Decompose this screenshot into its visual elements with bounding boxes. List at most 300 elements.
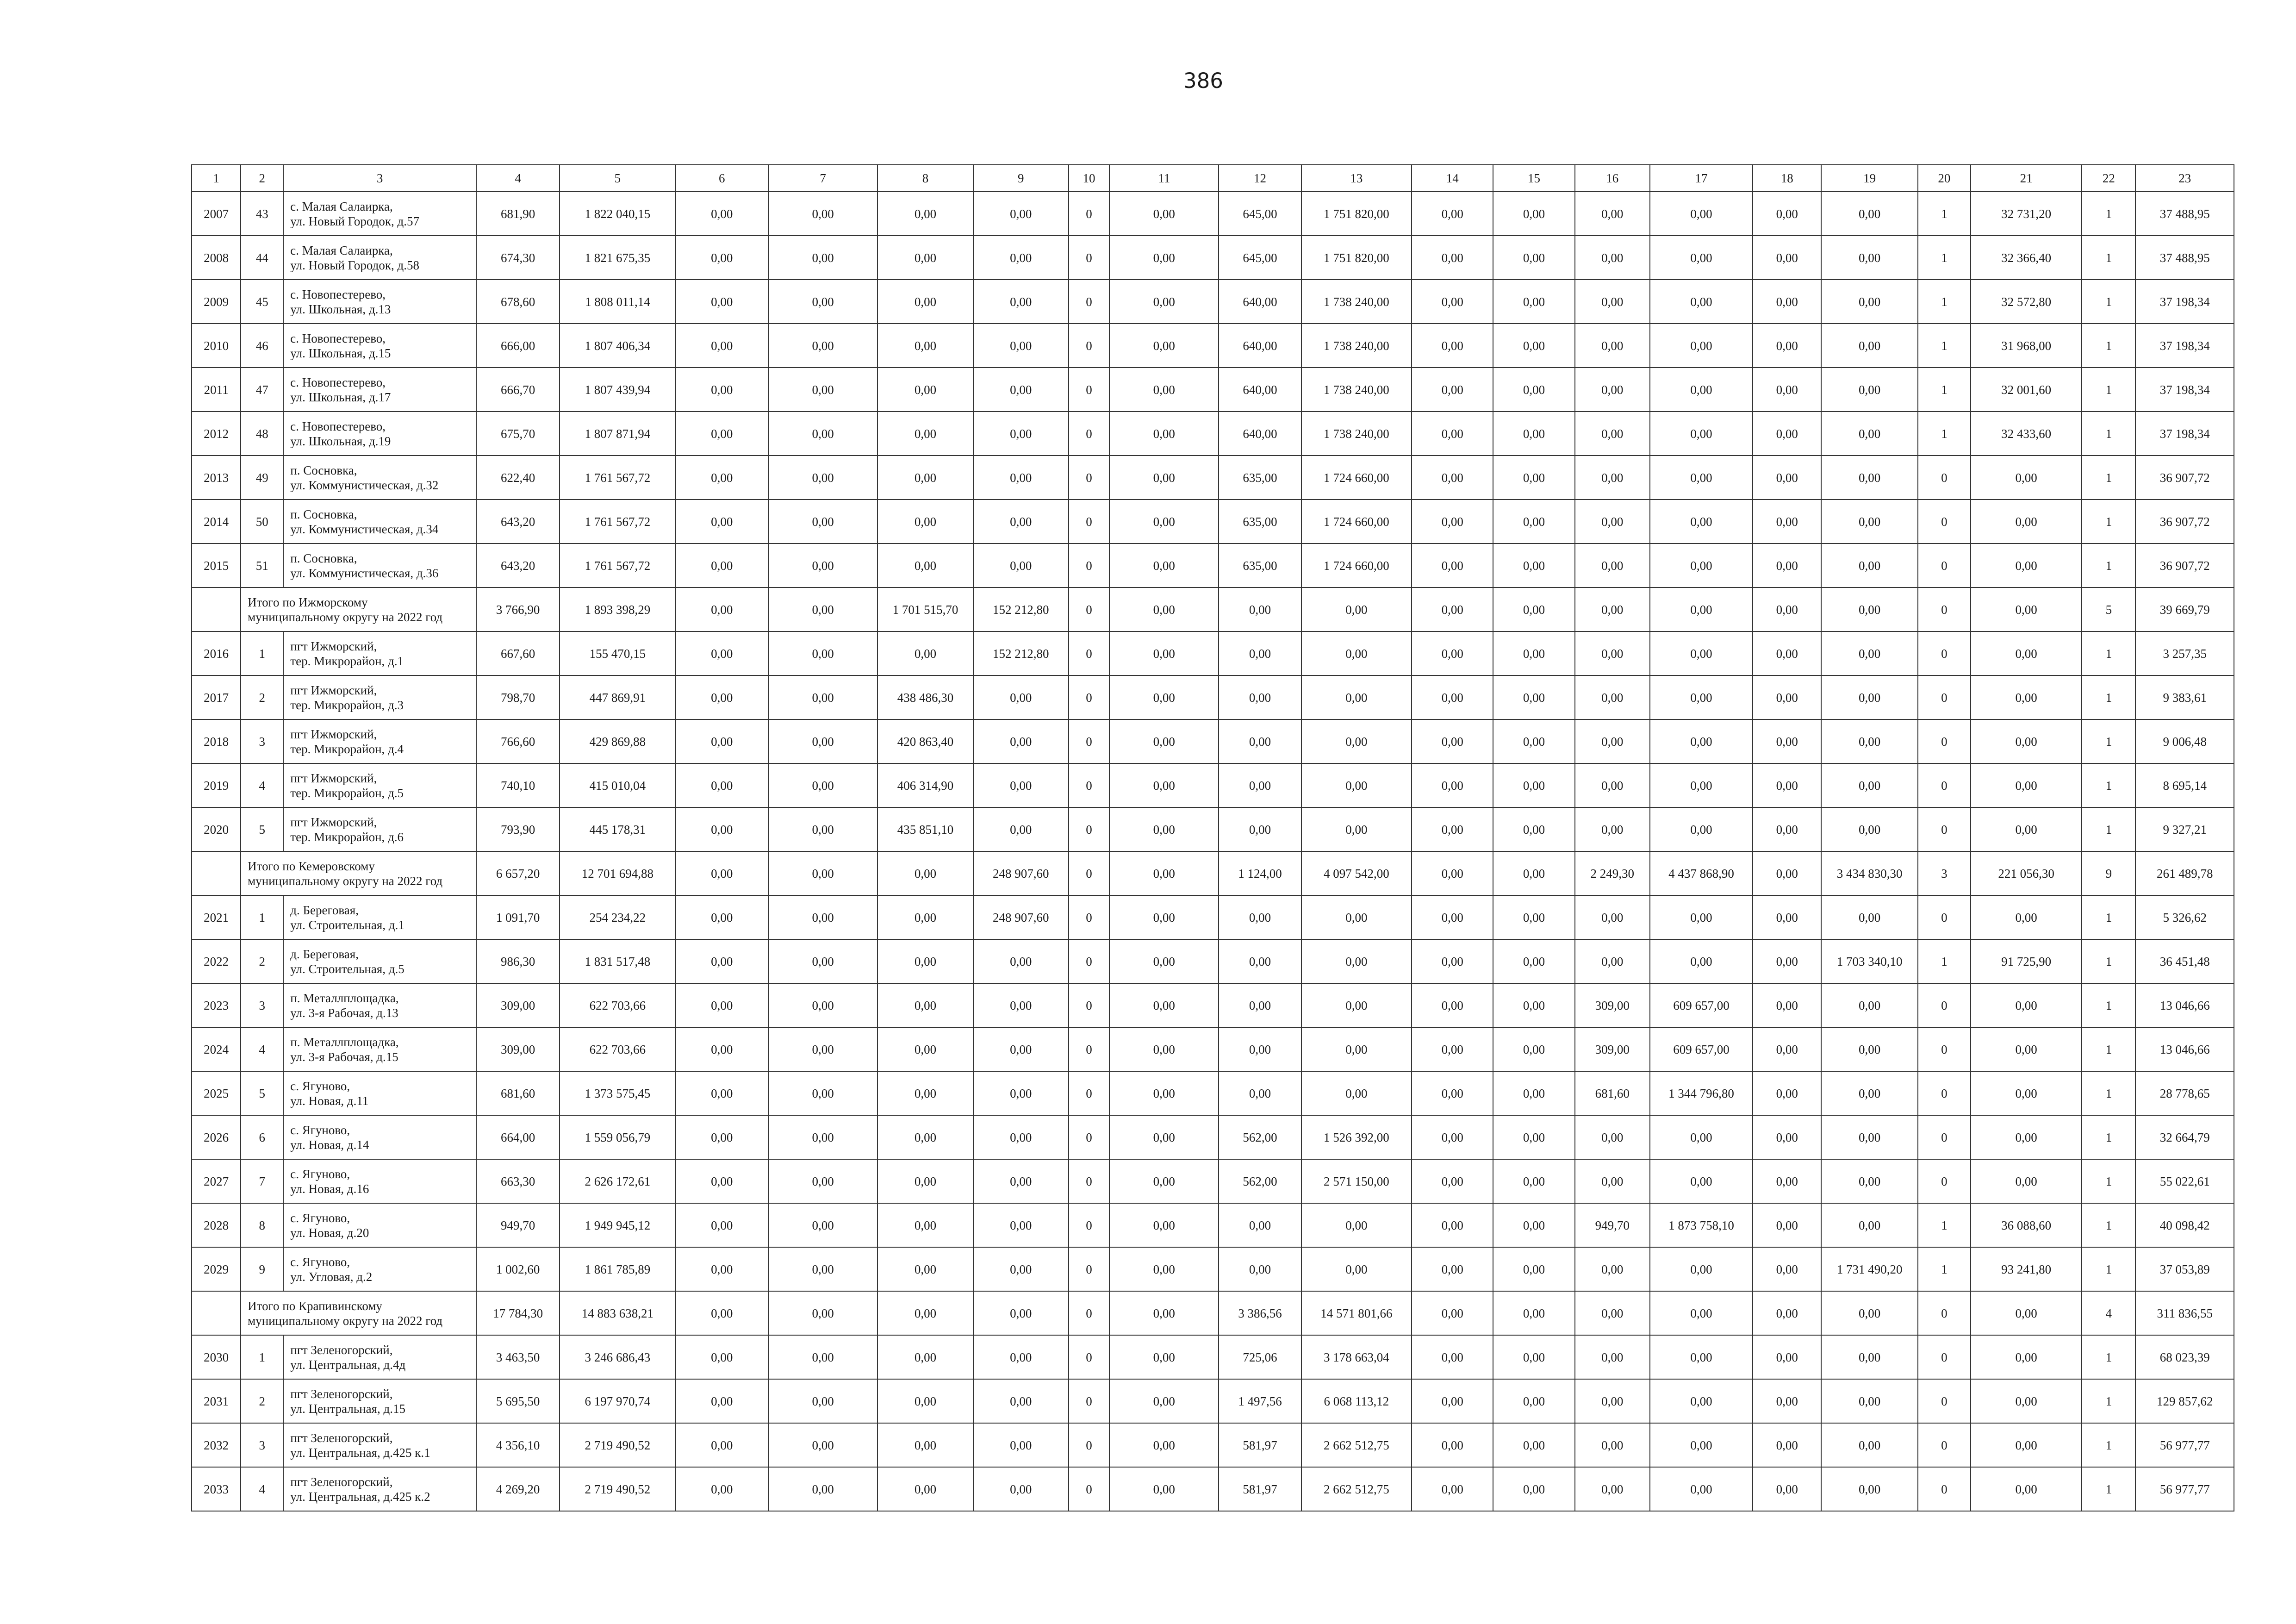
table-row bbox=[192, 1027, 2234, 1071]
value-cell: 0 bbox=[1069, 1379, 1109, 1423]
index-cell: 2 bbox=[241, 675, 283, 719]
value-cell: 0,00 bbox=[1109, 675, 1219, 719]
value-cell: 0,00 bbox=[1412, 1423, 1493, 1467]
value-cell: 0,00 bbox=[768, 763, 877, 807]
value-cell: 0 bbox=[1069, 1335, 1109, 1379]
value-cell: 0,00 bbox=[973, 719, 1069, 763]
value-cell: 0,00 bbox=[1301, 675, 1412, 719]
total-label-cell bbox=[241, 587, 476, 631]
value-cell: 622 703,66 bbox=[560, 1027, 675, 1071]
value-cell: 0,00 bbox=[1971, 1115, 2082, 1159]
value-cell: 0,00 bbox=[768, 587, 877, 631]
value-cell: 4 097 542,00 bbox=[1301, 851, 1412, 895]
value-cell: 37 488,95 bbox=[2135, 192, 2234, 236]
value-cell: 1 bbox=[2082, 1467, 2135, 1511]
value-cell: 0,00 bbox=[1109, 1379, 1219, 1423]
value-cell: 3 463,50 bbox=[476, 1335, 560, 1379]
value-cell: 622,40 bbox=[476, 456, 560, 500]
value-cell: 0,00 bbox=[1575, 324, 1650, 368]
column-header: 1 bbox=[192, 165, 241, 192]
value-cell: 12 701 694,88 bbox=[560, 851, 675, 895]
value-cell: 0,00 bbox=[1821, 1071, 1917, 1115]
value-cell: 0,00 bbox=[877, 1423, 973, 1467]
value-cell: 9 327,21 bbox=[2135, 807, 2234, 851]
value-cell: 0 bbox=[1069, 675, 1109, 719]
value-cell: 0,00 bbox=[1821, 192, 1917, 236]
address-line: пгт Зеленогорский, bbox=[290, 1343, 393, 1357]
value-cell: 9 383,61 bbox=[2135, 675, 2234, 719]
value-cell: 1 751 820,00 bbox=[1301, 192, 1412, 236]
value-cell: 0,00 bbox=[676, 236, 768, 280]
value-cell: 0,00 bbox=[1971, 1291, 2082, 1335]
value-cell: 1 bbox=[1918, 1247, 1971, 1291]
register-table bbox=[191, 164, 2234, 1512]
column-header: 13 bbox=[1301, 165, 1412, 192]
address-line: с. Новопестерево, bbox=[290, 287, 386, 301]
value-cell: 0,00 bbox=[1412, 1203, 1493, 1247]
value-cell: 0,00 bbox=[1493, 500, 1574, 543]
value-cell: 0,00 bbox=[1821, 1027, 1917, 1071]
value-cell: 0,00 bbox=[1412, 543, 1493, 587]
value-cell: 0,00 bbox=[1650, 1467, 1753, 1511]
value-cell: 0 bbox=[1918, 1423, 1971, 1467]
address-line: пгт Ижморский, bbox=[290, 727, 377, 741]
address-line: пгт Ижморский, bbox=[290, 771, 377, 785]
record-number-cell: 2018 bbox=[192, 719, 241, 763]
table-row bbox=[192, 1335, 2234, 1379]
address-cell bbox=[283, 543, 476, 587]
value-cell: 4 356,10 bbox=[476, 1423, 560, 1467]
record-number-cell: 2009 bbox=[192, 280, 241, 324]
value-cell: 0,00 bbox=[1493, 236, 1574, 280]
record-number-cell: 2017 bbox=[192, 675, 241, 719]
value-cell: 36 907,72 bbox=[2135, 543, 2234, 587]
value-cell: 0,00 bbox=[1821, 631, 1917, 675]
value-cell: 675,70 bbox=[476, 412, 560, 456]
value-cell: 0,00 bbox=[973, 500, 1069, 543]
value-cell: 1 497,56 bbox=[1219, 1379, 1301, 1423]
value-cell: 1 807 871,94 bbox=[560, 412, 675, 456]
value-cell: 36 907,72 bbox=[2135, 456, 2234, 500]
table-row bbox=[192, 236, 2234, 280]
value-cell: 0,00 bbox=[1219, 675, 1301, 719]
value-cell: 0,00 bbox=[1650, 807, 1753, 851]
value-cell: 6 657,20 bbox=[476, 851, 560, 895]
value-cell: 581,97 bbox=[1219, 1423, 1301, 1467]
value-cell: 0,00 bbox=[676, 192, 768, 236]
value-cell: 0,00 bbox=[1412, 1467, 1493, 1511]
value-cell: 666,00 bbox=[476, 324, 560, 368]
value-cell: 0,00 bbox=[1301, 587, 1412, 631]
address-cell bbox=[283, 192, 476, 236]
value-cell: 0,00 bbox=[1301, 939, 1412, 983]
value-cell: 129 857,62 bbox=[2135, 1379, 2234, 1423]
address-cell bbox=[283, 1159, 476, 1203]
value-cell: 766,60 bbox=[476, 719, 560, 763]
value-cell: 0,00 bbox=[1650, 631, 1753, 675]
value-cell: 0,00 bbox=[1301, 807, 1412, 851]
value-cell: 0,00 bbox=[1109, 1159, 1219, 1203]
column-header: 15 bbox=[1493, 165, 1574, 192]
value-cell: 0,00 bbox=[877, 1071, 973, 1115]
address-line: ул. Новая, д.11 bbox=[290, 1093, 369, 1108]
table-row bbox=[192, 500, 2234, 543]
value-cell: 0,00 bbox=[1753, 1247, 1821, 1291]
value-cell: 1 bbox=[2082, 1247, 2135, 1291]
value-cell: 0,00 bbox=[1219, 807, 1301, 851]
value-cell: 37 198,34 bbox=[2135, 368, 2234, 412]
value-cell: 28 778,65 bbox=[2135, 1071, 2234, 1115]
value-cell: 0,00 bbox=[1412, 719, 1493, 763]
value-cell: 0,00 bbox=[1753, 1115, 1821, 1159]
index-cell: 5 bbox=[241, 807, 283, 851]
value-cell: 635,00 bbox=[1219, 500, 1301, 543]
value-cell: 0,00 bbox=[676, 1159, 768, 1203]
value-cell: 0 bbox=[1918, 1379, 1971, 1423]
value-cell: 0,00 bbox=[1301, 983, 1412, 1027]
value-cell: 420 863,40 bbox=[877, 719, 973, 763]
address-line: п. Металлплощадка, bbox=[290, 991, 399, 1005]
value-cell: 1 bbox=[2082, 631, 2135, 675]
value-cell: 1 bbox=[1918, 368, 1971, 412]
value-cell: 0,00 bbox=[973, 1335, 1069, 1379]
value-cell: 0 bbox=[1918, 983, 1971, 1027]
value-cell: 0,00 bbox=[676, 807, 768, 851]
value-cell: 0,00 bbox=[877, 1027, 973, 1071]
value-cell: 0,00 bbox=[973, 543, 1069, 587]
column-header: 3 bbox=[283, 165, 476, 192]
address-line: ул. Школьная, д.15 bbox=[290, 346, 391, 360]
value-cell: 4 437 868,90 bbox=[1650, 851, 1753, 895]
value-cell: 0 bbox=[1069, 851, 1109, 895]
value-cell: 254 234,22 bbox=[560, 895, 675, 939]
address-cell bbox=[283, 1335, 476, 1379]
value-cell: 1 bbox=[2082, 763, 2135, 807]
value-cell: 1 bbox=[2082, 1115, 2135, 1159]
value-cell: 0,00 bbox=[1753, 500, 1821, 543]
value-cell: 0,00 bbox=[1650, 1291, 1753, 1335]
address-line: ул. Центральная, д.425 к.2 bbox=[290, 1489, 430, 1504]
value-cell: 0,00 bbox=[768, 1115, 877, 1159]
value-cell: 986,30 bbox=[476, 939, 560, 983]
value-cell: 0,00 bbox=[1219, 939, 1301, 983]
address-cell bbox=[283, 324, 476, 368]
value-cell: 1 bbox=[1918, 1203, 1971, 1247]
value-cell: 0,00 bbox=[1412, 1115, 1493, 1159]
value-cell: 0,00 bbox=[768, 236, 877, 280]
value-cell: 0,00 bbox=[1821, 895, 1917, 939]
value-cell: 622 703,66 bbox=[560, 983, 675, 1027]
value-cell: 0,00 bbox=[1412, 500, 1493, 543]
column-header: 10 bbox=[1069, 165, 1109, 192]
value-cell: 0,00 bbox=[676, 500, 768, 543]
value-cell: 1 bbox=[2082, 500, 2135, 543]
value-cell: 1 344 796,80 bbox=[1650, 1071, 1753, 1115]
value-cell: 0,00 bbox=[1650, 1115, 1753, 1159]
value-cell: 0,00 bbox=[1301, 1071, 1412, 1115]
value-cell: 0,00 bbox=[973, 1159, 1069, 1203]
index-cell: 4 bbox=[241, 1467, 283, 1511]
value-cell: 0,00 bbox=[768, 1467, 877, 1511]
table-row bbox=[192, 280, 2234, 324]
value-cell: 248 907,60 bbox=[973, 895, 1069, 939]
value-cell: 0,00 bbox=[676, 1291, 768, 1335]
value-cell: 0,00 bbox=[1753, 763, 1821, 807]
value-cell: 0,00 bbox=[1301, 1027, 1412, 1071]
table-row bbox=[192, 939, 2234, 983]
value-cell: 8 695,14 bbox=[2135, 763, 2234, 807]
value-cell: 0,00 bbox=[877, 1467, 973, 1511]
value-cell: 0,00 bbox=[973, 939, 1069, 983]
value-cell: 6 068 113,12 bbox=[1301, 1379, 1412, 1423]
value-cell: 9 bbox=[2082, 851, 2135, 895]
value-cell: 0,00 bbox=[676, 983, 768, 1027]
address-line: пгт Зеленогорский, bbox=[290, 1430, 393, 1445]
value-cell: 438 486,30 bbox=[877, 675, 973, 719]
value-cell: 0 bbox=[1918, 675, 1971, 719]
value-cell: 674,30 bbox=[476, 236, 560, 280]
value-cell: 0,00 bbox=[1493, 1423, 1574, 1467]
value-cell: 3 257,35 bbox=[2135, 631, 2234, 675]
value-cell: 93 241,80 bbox=[1971, 1247, 2082, 1291]
column-header: 2 bbox=[241, 165, 283, 192]
column-header: 16 bbox=[1575, 165, 1650, 192]
value-cell: 0,00 bbox=[676, 675, 768, 719]
value-cell: 0,00 bbox=[877, 1291, 973, 1335]
value-cell: 3 246 686,43 bbox=[560, 1335, 675, 1379]
value-cell: 4 269,20 bbox=[476, 1467, 560, 1511]
value-cell: 0,00 bbox=[973, 280, 1069, 324]
value-cell: 415 010,04 bbox=[560, 763, 675, 807]
value-cell: 0,00 bbox=[1493, 1379, 1574, 1423]
value-cell: 0,00 bbox=[1109, 1291, 1219, 1335]
value-cell: 681,60 bbox=[1575, 1071, 1650, 1115]
value-cell: 0,00 bbox=[1753, 1467, 1821, 1511]
total-row bbox=[192, 1291, 2234, 1335]
value-cell: 0,00 bbox=[877, 895, 973, 939]
value-cell: 635,00 bbox=[1219, 543, 1301, 587]
value-cell: 0,00 bbox=[1301, 1247, 1412, 1291]
address-line: ул. Школьная, д.13 bbox=[290, 302, 391, 316]
value-cell: 0,00 bbox=[1753, 1335, 1821, 1379]
value-cell: 1 807 439,94 bbox=[560, 368, 675, 412]
value-cell: 0 bbox=[1069, 939, 1109, 983]
value-cell: 0,00 bbox=[1650, 1159, 1753, 1203]
value-cell: 0,00 bbox=[1493, 631, 1574, 675]
value-cell: 0,00 bbox=[1109, 983, 1219, 1027]
value-cell: 56 977,77 bbox=[2135, 1467, 2234, 1511]
value-cell: 635,00 bbox=[1219, 456, 1301, 500]
record-number-cell: 2026 bbox=[192, 1115, 241, 1159]
value-cell: 1 761 567,72 bbox=[560, 543, 675, 587]
value-cell: 0,00 bbox=[1412, 895, 1493, 939]
value-cell: 0,00 bbox=[768, 456, 877, 500]
value-cell: 1 526 392,00 bbox=[1301, 1115, 1412, 1159]
value-cell: 0,00 bbox=[1753, 280, 1821, 324]
value-cell: 0,00 bbox=[1753, 1027, 1821, 1071]
table-row bbox=[192, 1379, 2234, 1423]
value-cell: 0,00 bbox=[1650, 324, 1753, 368]
value-cell: 155 470,15 bbox=[560, 631, 675, 675]
value-cell: 0,00 bbox=[1412, 1071, 1493, 1115]
record-number-cell: 2030 bbox=[192, 1335, 241, 1379]
value-cell: 0,00 bbox=[973, 192, 1069, 236]
address-line: пгт Ижморский, bbox=[290, 815, 377, 829]
address-cell bbox=[283, 895, 476, 939]
value-cell: 0,00 bbox=[1650, 543, 1753, 587]
value-cell: 0,00 bbox=[1650, 895, 1753, 939]
record-number-cell: 2020 bbox=[192, 807, 241, 851]
value-cell: 56 977,77 bbox=[2135, 1423, 2234, 1467]
value-cell: 1 738 240,00 bbox=[1301, 368, 1412, 412]
value-cell: 0,00 bbox=[973, 1247, 1069, 1291]
value-cell: 0,00 bbox=[1219, 1071, 1301, 1115]
value-cell: 562,00 bbox=[1219, 1115, 1301, 1159]
value-cell: 0,00 bbox=[1493, 1159, 1574, 1203]
value-cell: 0,00 bbox=[676, 1203, 768, 1247]
value-cell: 0,00 bbox=[1753, 631, 1821, 675]
value-cell: 0,00 bbox=[1493, 1115, 1574, 1159]
record-number-cell: 2031 bbox=[192, 1379, 241, 1423]
value-cell: 0,00 bbox=[1971, 1423, 2082, 1467]
value-cell: 0,00 bbox=[1109, 719, 1219, 763]
value-cell: 0,00 bbox=[973, 983, 1069, 1027]
value-cell: 0 bbox=[1918, 1027, 1971, 1071]
address-line: ул. 3-я Рабочая, д.13 bbox=[290, 1006, 398, 1020]
table-row bbox=[192, 324, 2234, 368]
address-line: п. Сосновка, bbox=[290, 551, 357, 565]
value-cell: 0,00 bbox=[1109, 763, 1219, 807]
value-cell: 0,00 bbox=[1753, 1291, 1821, 1335]
value-cell: 1 091,70 bbox=[476, 895, 560, 939]
value-cell: 40 098,42 bbox=[2135, 1203, 2234, 1247]
address-cell bbox=[283, 412, 476, 456]
total-label-line: Итого по Кемеровскому bbox=[248, 859, 375, 873]
address-cell bbox=[283, 763, 476, 807]
value-cell: 37 198,34 bbox=[2135, 324, 2234, 368]
value-cell: 0,00 bbox=[1575, 631, 1650, 675]
value-cell: 0,00 bbox=[1575, 192, 1650, 236]
value-cell: 0,00 bbox=[1821, 1115, 1917, 1159]
value-cell: 1 761 567,72 bbox=[560, 500, 675, 543]
value-cell: 0,00 bbox=[768, 675, 877, 719]
value-cell: 0,00 bbox=[877, 1247, 973, 1291]
value-cell: 14 571 801,66 bbox=[1301, 1291, 1412, 1335]
record-number-cell: 2014 bbox=[192, 500, 241, 543]
value-cell: 3 386,56 bbox=[1219, 1291, 1301, 1335]
value-cell: 0,00 bbox=[1493, 587, 1574, 631]
record-number-cell: 2010 bbox=[192, 324, 241, 368]
value-cell: 0,00 bbox=[1971, 587, 2082, 631]
value-cell: 0,00 bbox=[1109, 851, 1219, 895]
value-cell: 68 023,39 bbox=[2135, 1335, 2234, 1379]
value-cell: 37 198,34 bbox=[2135, 280, 2234, 324]
value-cell: 1 bbox=[2082, 807, 2135, 851]
value-cell: 309,00 bbox=[476, 983, 560, 1027]
value-cell: 678,60 bbox=[476, 280, 560, 324]
value-cell: 0 bbox=[1918, 895, 1971, 939]
value-cell: 0,00 bbox=[1219, 719, 1301, 763]
index-cell: 51 bbox=[241, 543, 283, 587]
record-number-cell: 2008 bbox=[192, 236, 241, 280]
value-cell: 0,00 bbox=[1219, 1203, 1301, 1247]
address-cell bbox=[283, 500, 476, 543]
value-cell: 1 893 398,29 bbox=[560, 587, 675, 631]
value-cell: 798,70 bbox=[476, 675, 560, 719]
value-cell: 0,00 bbox=[973, 412, 1069, 456]
value-cell: 725,06 bbox=[1219, 1335, 1301, 1379]
value-cell: 0,00 bbox=[877, 631, 973, 675]
value-cell: 13 046,66 bbox=[2135, 983, 2234, 1027]
value-cell: 0,00 bbox=[973, 675, 1069, 719]
value-cell: 1 bbox=[2082, 1203, 2135, 1247]
value-cell: 1 bbox=[2082, 1423, 2135, 1467]
value-cell: 0,00 bbox=[1109, 587, 1219, 631]
value-cell: 0,00 bbox=[1821, 587, 1917, 631]
value-cell: 0,00 bbox=[1821, 1467, 1917, 1511]
value-cell: 0,00 bbox=[1650, 192, 1753, 236]
value-cell: 31 968,00 bbox=[1971, 324, 2082, 368]
value-cell: 0,00 bbox=[1493, 456, 1574, 500]
address-line: ул. Центральная, д.425 к.1 bbox=[290, 1445, 430, 1460]
value-cell: 1 124,00 bbox=[1219, 851, 1301, 895]
value-cell: 0,00 bbox=[1575, 895, 1650, 939]
value-cell: 0,00 bbox=[676, 1071, 768, 1115]
address-line: с. Ягуново, bbox=[290, 1211, 350, 1225]
total-label-cell bbox=[241, 1291, 476, 1335]
value-cell: 0 bbox=[1069, 1159, 1109, 1203]
value-cell: 0,00 bbox=[877, 543, 973, 587]
record-number-cell: 2022 bbox=[192, 939, 241, 983]
address-line: тер. Микрорайон, д.5 bbox=[290, 786, 404, 800]
address-line: ул. Новый Городок, д.58 bbox=[290, 258, 419, 272]
value-cell: 0,00 bbox=[1753, 851, 1821, 895]
value-cell: 0,00 bbox=[1412, 1291, 1493, 1335]
value-cell: 0 bbox=[1918, 1467, 1971, 1511]
value-cell: 0,00 bbox=[1753, 675, 1821, 719]
value-cell: 1 bbox=[1918, 324, 1971, 368]
value-cell: 0,00 bbox=[1821, 324, 1917, 368]
index-cell: 4 bbox=[241, 1027, 283, 1071]
value-cell: 0 bbox=[1918, 1335, 1971, 1379]
value-cell: 17 784,30 bbox=[476, 1291, 560, 1335]
value-cell: 0,00 bbox=[973, 1115, 1069, 1159]
record-number-cell: 2032 bbox=[192, 1423, 241, 1467]
value-cell: 2 662 512,75 bbox=[1301, 1467, 1412, 1511]
value-cell: 3 434 830,30 bbox=[1821, 851, 1917, 895]
value-cell: 0,00 bbox=[1493, 192, 1574, 236]
value-cell: 32 366,40 bbox=[1971, 236, 2082, 280]
value-cell: 0,00 bbox=[877, 236, 973, 280]
value-cell: 0,00 bbox=[676, 851, 768, 895]
value-cell: 0,00 bbox=[1753, 368, 1821, 412]
value-cell: 0,00 bbox=[1109, 631, 1219, 675]
value-cell: 0 bbox=[1918, 1071, 1971, 1115]
value-cell: 1 949 945,12 bbox=[560, 1203, 675, 1247]
value-cell: 0,00 bbox=[1412, 1247, 1493, 1291]
table-row bbox=[192, 631, 2234, 675]
value-cell: 0,00 bbox=[1493, 543, 1574, 587]
value-cell: 1 738 240,00 bbox=[1301, 324, 1412, 368]
value-cell: 55 022,61 bbox=[2135, 1159, 2234, 1203]
record-number-cell: 2011 bbox=[192, 368, 241, 412]
address-line: п. Металлплощадка, bbox=[290, 1035, 399, 1049]
address-cell bbox=[283, 280, 476, 324]
value-cell: 0,00 bbox=[1753, 1379, 1821, 1423]
value-cell: 0,00 bbox=[1493, 280, 1574, 324]
value-cell: 0,00 bbox=[1753, 543, 1821, 587]
value-cell: 0,00 bbox=[1219, 631, 1301, 675]
